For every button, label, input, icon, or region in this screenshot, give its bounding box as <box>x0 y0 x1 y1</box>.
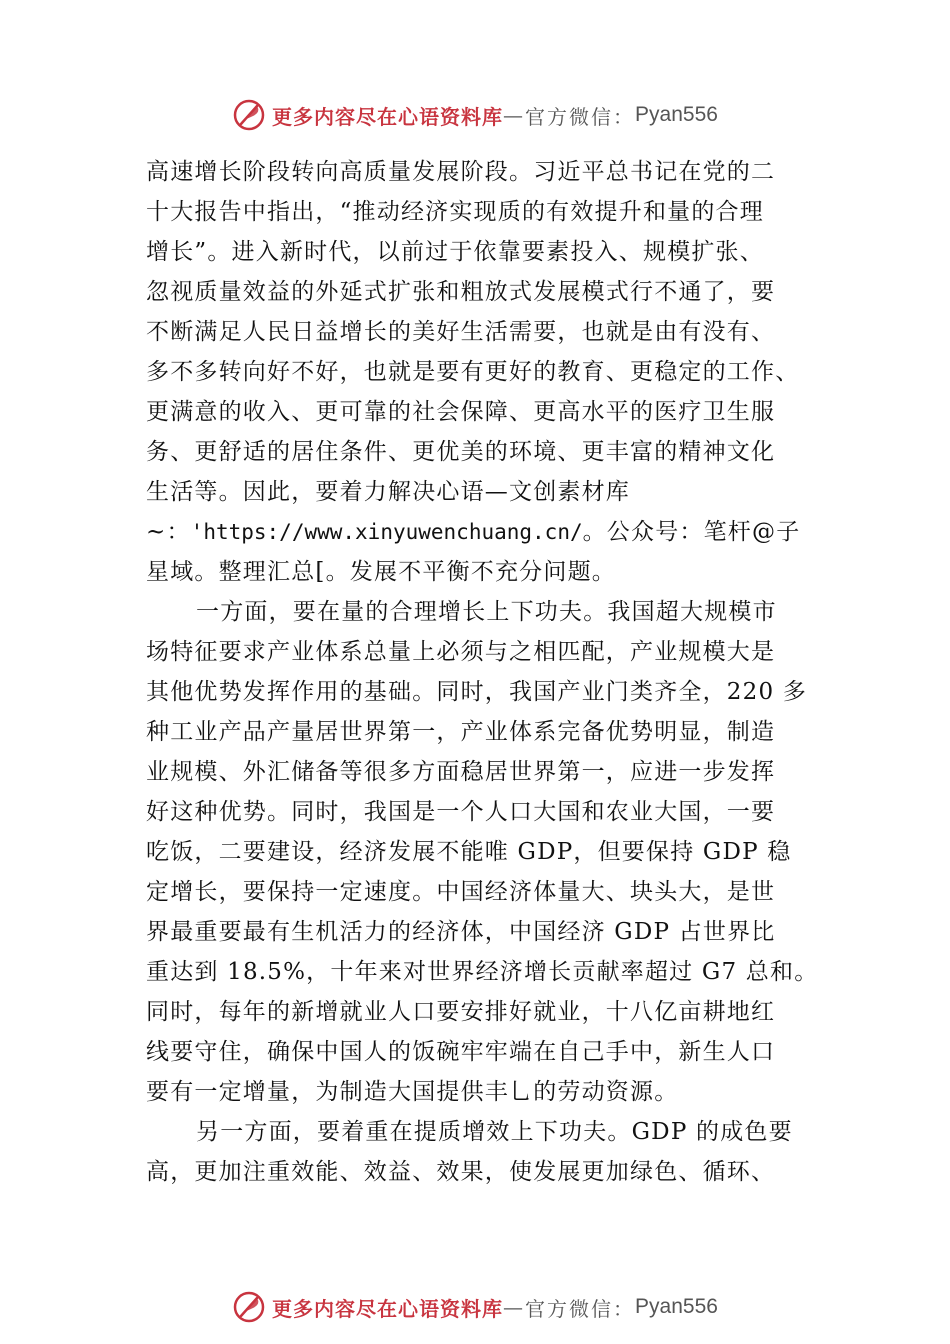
quill-logo-icon <box>232 98 266 132</box>
text-line: 业规模、外汇储备等很多方面稳居世界第一，应进一步发挥 <box>146 759 776 785</box>
banner-site-name: 更多内容尽在心语资料库 <box>272 104 504 129</box>
banner-wechat-label: 官方微信： <box>525 104 636 129</box>
header-banner <box>0 95 950 135</box>
text-line: 重达到 18.5%，十年来对世界经济增长贡献率超过 G7 总和。 <box>146 959 819 985</box>
text-line: 要有一定增量，为制造大国提供丰乚的劳动资源。 <box>146 1079 679 1105</box>
paragraph <box>146 152 810 512</box>
text-line: 生活等。因此，要着力解决心语—文创素材库 <box>146 479 630 505</box>
paragraph <box>146 512 810 592</box>
text-line: 界最重要最有生机活力的经济体，中国经济 GDP 占世界比 <box>146 919 776 945</box>
text-line: 好这种优势。同时，我国是一个人口大国和农业大国，一要 <box>146 799 776 825</box>
text-line: 另一方面，要着重在提质增效上下功夫。GDP 的成色要 <box>196 1119 793 1145</box>
text-line: 定增长，要保持一定速度。中国经济体量大、块头大，是世 <box>146 879 776 905</box>
text-line: 务、更舒适的居住条件、更优美的环境、更丰富的精神文化 <box>146 439 776 465</box>
banner-wechat-id: Pyan556 <box>635 1295 718 1318</box>
banner-wechat-label: 官方微信： <box>525 1296 636 1321</box>
document-body <box>146 152 819 1192</box>
footer-banner <box>0 1287 950 1327</box>
text-line: 多不多转向好不好，也就是要有更好的教育、更稳定的工作、 <box>146 359 800 385</box>
banner-dash: — <box>503 103 526 127</box>
banner-site-name: 更多内容尽在心语资料库 <box>272 1296 504 1321</box>
text-line: 线要守住，确保中国人的饭碗牢牢端在自己手中，新生人口 <box>146 1039 776 1065</box>
paragraph <box>146 592 819 1112</box>
text-line: 其他优势发挥作用的基础。同时，我国产业门类齐全，220 多 <box>146 679 808 705</box>
banner-dash: — <box>503 1295 526 1319</box>
text-line: 一方面，要在量的合理增长上下功夫。我国超大规模市 <box>196 599 777 625</box>
quill-logo-icon <box>232 1290 266 1324</box>
text-line: 高速增长阶段转向高质量发展阶段。习近平总书记在党的二 <box>146 159 776 185</box>
text-line: 增长”。进入新时代，以前过于依靠要素投入、规模扩张、 <box>146 239 764 265</box>
text-line: 不断满足人民日益增长的美好生活需要，也就是由有没有、 <box>146 319 776 345</box>
text-line: 场特征要求产业体系总量上必须与之相匹配，产业规模大是 <box>146 639 776 665</box>
text-line: 种工业产品产量居世界第一，产业体系完备优势明显，制造 <box>146 719 776 745</box>
text-line: ~：'https://www.xinyuwenchuang.cn/。公众号：笔杆@子 <box>146 519 801 545</box>
text-line: 吃饭，二要建设，经济发展不能唯 GDP，但要保持 GDP 稳 <box>146 839 792 865</box>
text-line: 同时，每年的新增就业人口要安排好就业，十八亿亩耕地红 <box>146 999 776 1025</box>
text-line: 星域。整理汇总[。发展不平衡不充分问题。 <box>146 559 616 585</box>
text-line: 忽视质量效益的外延式扩张和粗放式发展模式行不通了，要 <box>146 279 776 305</box>
text-line: 更满意的收入、更可靠的社会保障、更高水平的医疗卫生服 <box>146 399 776 425</box>
paragraph <box>146 1112 810 1192</box>
banner-wechat-id: Pyan556 <box>635 103 718 126</box>
text-line: 十大报告中指出，“推动经济实现质的有效提升和量的合理 <box>146 199 764 225</box>
text-line: 高，更加注重效能、效益、效果，使发展更加绿色、循环、 <box>146 1159 776 1185</box>
